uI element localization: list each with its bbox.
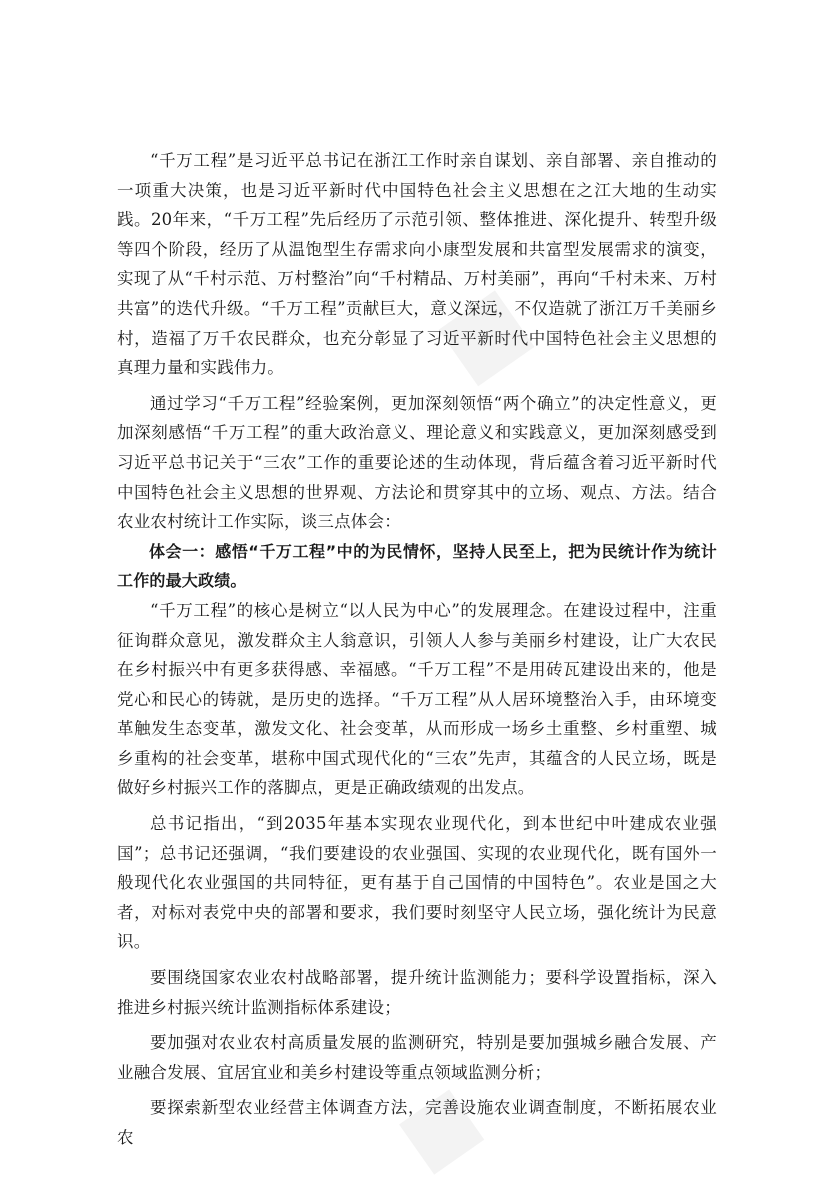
paragraph-survey-methods: 要探索新型农业经营主体调查方法，完善设施农业调查制度，不断拓展农业农 [117,1098,717,1147]
watermark: ■ [417,265,548,400]
watermark: ■ [380,1066,496,1186]
paragraph-study: 通过学习“千万工程”经验案例，更加深刻领悟“两个确立”的决定性意义，更加深刻感悟“千万工程”的重大政治意义、理论意义和实践意义，更加深刻感受到习近平总书记关于“三农”工作的重要论述的生动体现，背后蕴含着习近平新时代中国特色社会主义思想的世界观、方法论和贯穿其中的立场、观点、方法。结合农业农村统计工作实际，谈三点体会： [117,393,717,532]
paragraph-monitoring: 要围绕国家农业农村战略部署，提升统计监测能力；要科学设置指标，深入推进乡村振兴统计监测指标体系建设； [117,968,717,1017]
paragraph-general-secretary: 总书记指出，“到2035年基本实现农业现代化，到本世纪中叶建成农业强国”；总书记还强调，“我们要建设的农业强国、实现的农业现代化，既有国外一般现代化农业强国的共同特征，更有基于自己国情的中国特色”。农业是国之大者，对标对表党中央的部署和要求，我们要时刻坚守人民立场，强化统计为民意识。 [117,814,717,952]
section-heading-insight-one: 体会一：感悟“千万工程”中的为民情怀，坚持人民至上，把为民统计作为统计工作的最大政绩。 [117,541,717,591]
paragraph-core-concept: “千万工程”的核心是树立“以人民为中心”的发展理念。在建设过程中，注重征询群众意见，激发群众主人翁意识，引领人人参与美丽乡村建设，让广大农民在乡村振兴中有更多获得感、幸福感。“千万工程”不是用砖瓦建设出来的，他是党心和民心的铸就，是历史的选择。“千万工程”从人居环境整治入手，由环境变革触发生态变革，激发文化、社会变革，从而形成一场乡土重整、乡村重塑、城乡重构的社会变革，堪称中国式现代化的“三农”先声，其蕴含的人民立场，既是做好乡村振兴工作的落脚点，更是正确政绩观的出发点。 [117,600,717,798]
paragraph-research: 要加强对农业农村高质量发展的监测研究，特别是要加强城乡融合发展、产业融合发展、宜居宜业和美乡村建设等重点领域监测分析； [117,1033,717,1082]
document-body [117,146,717,1153]
paragraph-intro: “千万工程”是习近平总书记在浙江工作时亲自谋划、亲自部署、亲自推动的一项重大决策，也是习近平新时代中国特色社会主义思想在之江大地的生动实践。20年来，“千万工程”先后经历了示范引领、整体推进、深化提升、转型升级等四个阶段，经历了从温饱型生存需求向小康型发展和共富型发展需求的演变，实现了从“千村示范、万村整治”向“千村精品、万村美丽”，再向“千村未来、万村共富”的迭代升级。“千万工程”贡献巨大，意义深远，不仅造就了浙江万千美丽乡村，造福了万千农民群众，也充分彰显了习近平新时代中国特色社会主义思想的真理力量和实践伟力。 [117,151,717,378]
